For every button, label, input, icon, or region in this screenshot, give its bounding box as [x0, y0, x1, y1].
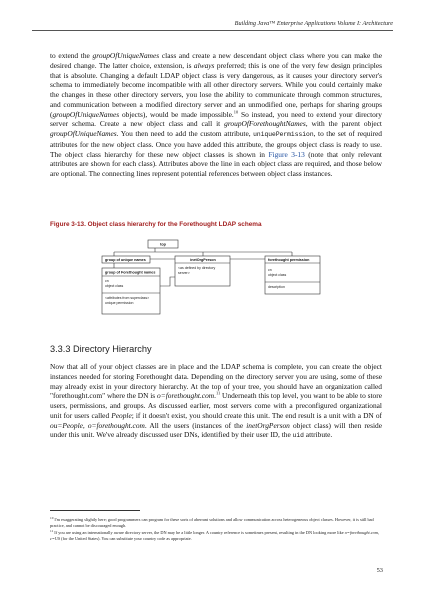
attr-perm-cn: cn [268, 268, 272, 272]
attr-object-class: object class [105, 284, 124, 288]
header-rule [32, 30, 393, 31]
attr-perm-object-class: object class [268, 273, 287, 277]
node-group-of-forethought-names-box [102, 268, 160, 314]
attr-unique-permission: unique permission [105, 301, 134, 305]
section-heading: 3.3.3 Directory Hierarchy [50, 344, 152, 354]
reference-line [160, 277, 175, 286]
node-forethought-permission [265, 256, 320, 294]
running-header: Building Java™ Enterprise Applications Volume I: Architecture [234, 20, 393, 27]
node-top [148, 240, 178, 248]
node-top-label: top [160, 242, 166, 247]
footnote-ref-10[interactable]: 10 [233, 109, 239, 115]
footnote-10: $^{10}$I'm exaggerating slightly here; good programmers can program for these sorts of aberrant solutions and allow communication across heterogeneous object classes. However, it is still bad practice, and cannot be discouraged enough. [50, 515, 374, 528]
object-class-diagram [100, 236, 330, 336]
footnote-rule [50, 510, 140, 511]
node-inet-org-person [175, 256, 230, 286]
node-group-of-unique-names [102, 256, 150, 263]
attr-cn: cn [105, 279, 109, 283]
figure-caption: Figure 3-13. Object class hierarchy for the Forethought LDAP schema [50, 221, 262, 228]
page-number: 53 [376, 567, 383, 574]
paragraph-extension: to extend the groupOfUniqueNames class and create a new descendant object class where you can make the desired change. The latter choice, extension, is always preferred; this is one of the very few design principles that is absolute. Changing a default LDAP object class is very dangerous, as it causes your directory server's schema to immediately become incompatible with all other directory servers. While you could certainly make the changes in these other directory servers, you lose the ability to communicate through common structures, and communication between a modified directory server and an unmodified one, perhaps for sharing groups (groupOfUniqueNames objects), would be made impossible.$^{10}$ So instead, you need to extend your directory server schema. Create a new object class and call it groupOfForethoughtNames, with the parent object groupOfUniqueNames. You then need to add the custom attribute, uniquePermission, to the set of required attributes for the new object class. Once you have added this attribute, the groups object class is ready to use. The object class hierarchy for these new object classes is shown in Figure 3-13 (note that only relevant attributes are shown for each class). Attributes above the line in each object class are required, and those below are optional. The connecting lines represent potential references between object class instances. [50, 51, 382, 178]
paragraph-directory-hierarchy: Now that all of your object classes are in place and the LDAP schema is complete, you can create the object instances needed for storing Forethought data. Depending on the directory server you are using, some of these may already exist in your directory hierarchy. At the top of your tree, you should have an organization called "forethought.com" where the DN is o=forethought.com.$^{11}$ Underneath this top level, you want to be able to store users, permissions, and groups. As discussed earlier, most servers come with a preconfigured organizational unit for users called People; if it doesn't exist, you should create this unit. The end result is a unit with a DN of ou=People, o=forethought.com. All the users (instances of the inetOrgPerson object class) will then reside under this unit. We've already discussed user DNs, identified by their user ID, the uid attribute. [50, 362, 382, 440]
node-group-of-unique-names-label: group of unique names [105, 258, 146, 262]
diagram-svg [100, 236, 330, 336]
node-group-of-forethought-names-label: group of Forethought names [105, 270, 156, 275]
node-forethought-permission-label: forethought permission [268, 258, 310, 262]
footnote-ref-11[interactable]: 11 [215, 390, 221, 396]
attr-server: server> [178, 271, 190, 275]
node-group-of-forethought-names [102, 268, 160, 314]
node-inet-org-person-label: inetOrgPerson [190, 258, 216, 262]
attr-from-superclass: <attributes from superclass> [105, 296, 150, 300]
footnote-11: $^{11}$If you are using an internationally aware directory server, the DN may be a little longer. A country reference is sometimes present, resulting in the DN looking more like o=forethought.com, c=US (for the United States). You can substitute your country code as appropriate. [50, 528, 380, 541]
attr-description: description [268, 285, 285, 289]
figure-link[interactable]: Figure 3-13 [268, 149, 305, 159]
attr-as-defined-by: <as defined by directory [178, 266, 216, 270]
